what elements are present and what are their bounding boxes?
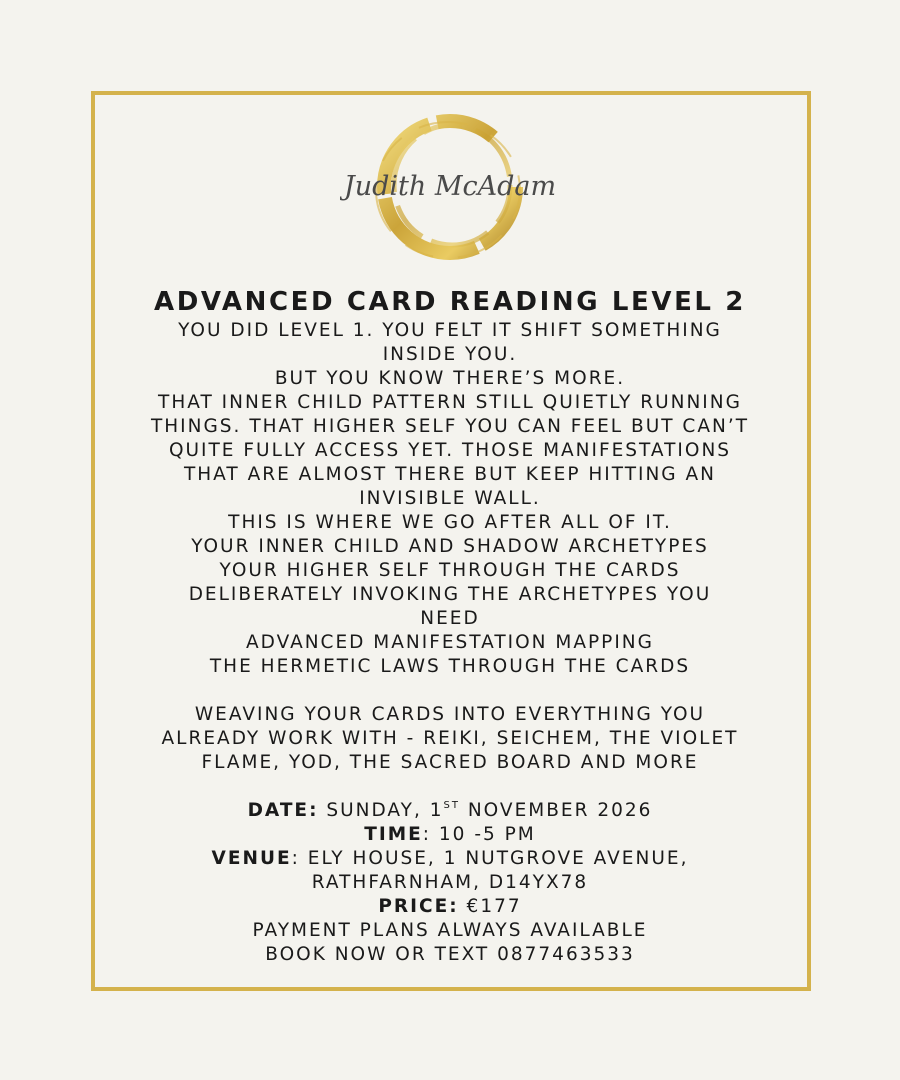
logo-signature-text: Judith McAdam — [343, 171, 557, 202]
date-line — [120, 799, 780, 823]
event-title: ADVANCED CARD READING LEVEL 2 — [154, 287, 746, 317]
payment-plans-text: PAYMENT PLANS ALWAYS AVAILABLE — [252, 920, 648, 941]
venue-line-2: RATHFARNHAM, D14YX78 — [311, 872, 589, 893]
intro-line: YOUR INNER CHILD AND SHADOW ARCHETYPES — [191, 536, 709, 557]
intro-line: DELIBERATELY INVOKING THE ARCHETYPES YOU — [188, 584, 712, 605]
venue-value: : ELY HOUSE, 1 NUTGROVE AVENUE, — [291, 848, 689, 869]
intro-line: THINGS. THAT HIGHER SELF YOU CAN FEEL BUT CAN’T — [150, 416, 750, 437]
intro-line: YOU DID LEVEL 1. YOU FELT IT SHIFT SOMETHING — [178, 320, 722, 341]
intro-line: THAT ARE ALMOST THERE BUT KEEP HITTING AN — [183, 464, 717, 485]
date-value: SUNDAY, 1 — [326, 800, 444, 821]
intro-line: QUITE FULLY ACCESS YET. THOSE MANIFESTATIONS — [168, 440, 732, 461]
venue-label: VENUE — [211, 848, 292, 869]
price-value: €177 — [466, 896, 522, 917]
time-label: TIME — [364, 824, 423, 845]
intro-line: ADVANCED MANIFESTATION MAPPING — [246, 632, 654, 653]
price-label: PRICE: — [378, 896, 459, 917]
intro-line: BUT YOU KNOW THERE’S MORE. — [274, 368, 626, 389]
time-value: : 10 -5 PM — [422, 824, 536, 845]
date-ordinal: ST — [443, 800, 460, 811]
weaving-line: WEAVING YOUR CARDS INTO EVERYTHING YOU — [194, 704, 706, 725]
venue-line — [120, 847, 780, 871]
weaving-line: ALREADY WORK WITH - REIKI, SEICHEM, THE VIOLET — [161, 728, 739, 749]
intro-line: YOUR HIGHER SELF THROUGH THE CARDS — [219, 560, 681, 581]
date-label: DATE: — [247, 800, 319, 821]
booking-text: BOOK NOW OR TEXT 0877463533 — [265, 944, 635, 965]
intro-line: THE HERMETIC LAWS THROUGH THE CARDS — [209, 656, 691, 677]
judith-mcadam-logo — [340, 100, 560, 275]
intro-line: INVISIBLE WALL. — [359, 488, 541, 509]
date-value-month: NOVEMBER 2026 — [467, 800, 653, 821]
weaving-line: FLAME, YOD, THE SACRED BOARD AND MORE — [201, 752, 699, 773]
intro-line: INSIDE YOU. — [382, 344, 518, 365]
price-line — [120, 895, 780, 919]
intro-line: THIS IS WHERE WE GO AFTER ALL OF IT. — [228, 512, 672, 533]
event-content — [120, 285, 780, 967]
intro-line: THAT INNER CHILD PATTERN STILL QUIETLY RUNNING — [158, 392, 742, 413]
intro-line: NEED — [420, 608, 480, 629]
time-line — [120, 823, 780, 847]
